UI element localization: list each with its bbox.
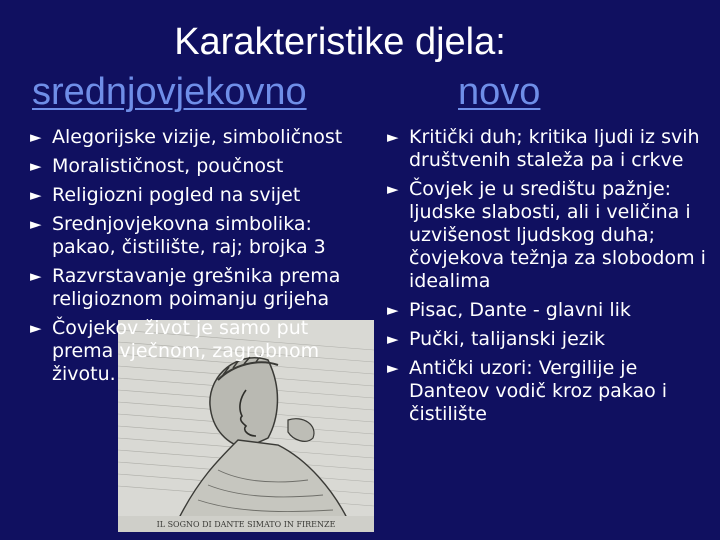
image-caption: IL SOGNO DI DANTE SIMATO IN FIRENZE bbox=[156, 520, 336, 529]
bullet-arrow-icon: ► bbox=[30, 128, 42, 146]
list-item: ► Pisac, Dante - glavni lik bbox=[387, 299, 631, 321]
list-item: ► Antički uzori: Vergilije je Danteov vodič kroz pakao i čistilište bbox=[387, 357, 668, 425]
list-item: ► Razvrstavanje grešnika prema religioznom poimanju grijeha bbox=[30, 265, 341, 310]
list-item: ► Pučki, talijanski jezik bbox=[387, 328, 606, 350]
medieval-characteristics-list bbox=[30, 126, 360, 392]
list-item: ► Čovjek je u središtu pažnje: ljudske slabosti, ali i veličina i uzvišenost ljudskog duha; čovjekova težnja za slobodom i idealima bbox=[387, 178, 706, 292]
bullet-arrow-icon: ► bbox=[30, 215, 42, 233]
bullet-arrow-icon: ► bbox=[387, 128, 399, 146]
bullet-arrow-icon: ► bbox=[30, 319, 42, 337]
list-item: ► Religiozni pogled na svijet bbox=[30, 184, 301, 206]
bullet-arrow-icon: ► bbox=[387, 330, 399, 348]
list-item: ► Čovjekov život je samo put prema vječnom, zagrobnom životu. bbox=[30, 317, 320, 385]
bullet-arrow-icon: ► bbox=[30, 186, 42, 204]
bullet-arrow-icon: ► bbox=[387, 180, 399, 198]
subtitle-medieval: srednjovjekovno bbox=[32, 71, 307, 113]
list-item: ► Moralističnost, poučnost bbox=[30, 155, 284, 177]
bullet-arrow-icon: ► bbox=[387, 301, 399, 319]
list-item: ► Kritički duh; kritika ljudi iz svih društvenih staleža pa i crkve bbox=[387, 126, 700, 171]
bullet-arrow-icon: ► bbox=[30, 267, 42, 285]
bullet-arrow-icon: ► bbox=[30, 157, 42, 175]
new-characteristics-list bbox=[387, 126, 713, 432]
bullet-arrow-icon: ► bbox=[387, 359, 399, 377]
list-item: ► Alegorijske vizije, simboličnost bbox=[30, 126, 343, 148]
subtitle-new: novo bbox=[458, 71, 541, 113]
list-item: ► Srednjovjekovna simbolika: pakao, čistilište, raj; brojka 3 bbox=[30, 213, 326, 258]
slide-title: Karakteristike djela: bbox=[174, 21, 506, 63]
